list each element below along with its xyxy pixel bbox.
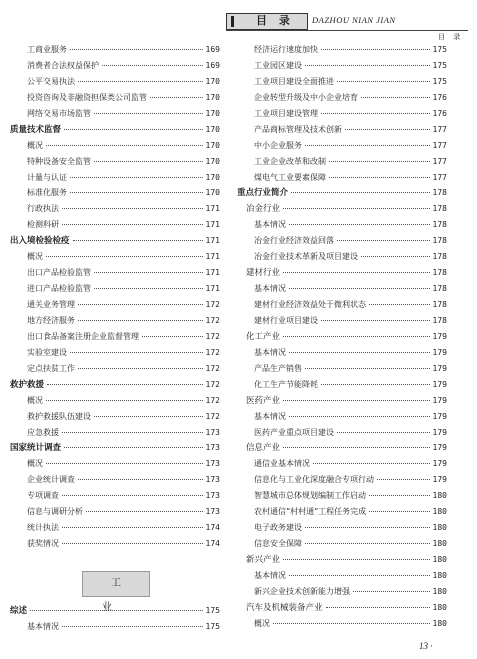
toc-entry-title: 工业企业改革和改制 bbox=[254, 156, 326, 166]
toc-leader-dots bbox=[62, 495, 203, 496]
toc-entry-title: 专项调查 bbox=[27, 491, 59, 501]
toc-entry-page: 178 bbox=[432, 300, 447, 309]
toc-entry-page: 170 bbox=[205, 124, 220, 134]
toc-entry-page: 180 bbox=[432, 539, 447, 549]
toc-leader-dots bbox=[283, 559, 430, 560]
toc-subsection-heading[interactable] bbox=[237, 440, 447, 456]
toc-entry-title: 救护救援 bbox=[10, 379, 45, 390]
toc-entry-page: 171 bbox=[205, 268, 220, 278]
toc-entry[interactable] bbox=[10, 313, 220, 329]
toc-entry[interactable] bbox=[10, 425, 220, 441]
section-banner: 工业 bbox=[82, 571, 150, 597]
toc-entry-title: 重点行业简介 bbox=[237, 188, 289, 199]
toc-entry[interactable] bbox=[10, 456, 220, 472]
toc-leader-dots bbox=[305, 368, 430, 369]
toc-leader-dots bbox=[62, 527, 203, 528]
toc-leader-dots bbox=[283, 272, 430, 273]
toc-entry[interactable] bbox=[237, 122, 447, 138]
toc-leader-dots bbox=[46, 145, 203, 146]
toc-entry-page: 173 bbox=[205, 491, 220, 501]
toc-entry-page: 180 bbox=[432, 491, 447, 501]
toc-entry-title: 建材行业项目建设 bbox=[254, 315, 318, 325]
toc-leader-dots bbox=[337, 240, 430, 241]
toc-entry-page: 179 bbox=[432, 475, 447, 485]
toc-leader-dots bbox=[337, 432, 430, 433]
toc-leader-dots bbox=[305, 527, 430, 528]
toc-entry[interactable] bbox=[237, 488, 447, 504]
toc-entry[interactable] bbox=[237, 154, 447, 170]
toc-entry-page: 174 bbox=[205, 539, 220, 549]
toc-entry-page: 170 bbox=[205, 108, 220, 118]
toc-entry-page: 175 bbox=[205, 605, 220, 615]
toc-entry-page: 179 bbox=[432, 379, 447, 389]
toc-entry-page: 178 bbox=[432, 236, 447, 246]
toc-entry[interactable] bbox=[10, 361, 220, 377]
toc-entry[interactable] bbox=[10, 201, 220, 217]
toc-entry[interactable] bbox=[237, 472, 447, 488]
toc-entry-title: 概况 bbox=[27, 459, 43, 469]
toc-entry[interactable] bbox=[10, 217, 220, 233]
toc-leader-dots bbox=[283, 336, 430, 337]
toc-entry[interactable] bbox=[237, 568, 447, 584]
toc-entry-page: 170 bbox=[205, 172, 220, 182]
toc-entry-title: 行政执法 bbox=[27, 204, 59, 214]
toc-entry-title: 消费者合法权益保护 bbox=[27, 60, 99, 70]
toc-entry-title: 定点扶贫工作 bbox=[27, 363, 75, 373]
toc-entry-title: 公平交易执法 bbox=[27, 76, 75, 86]
toc-section-heading[interactable] bbox=[10, 440, 220, 456]
toc-entry-title: 综述 bbox=[10, 605, 28, 616]
toc-leader-dots bbox=[62, 224, 203, 225]
toc-entry-title: 信息安全保障 bbox=[254, 539, 302, 549]
toc-leader-dots bbox=[73, 240, 203, 241]
toc-entry-page: 175 bbox=[432, 45, 447, 54]
toc-entry[interactable] bbox=[10, 154, 220, 170]
toc-leader-dots bbox=[329, 161, 430, 162]
toc-subsection-heading[interactable] bbox=[237, 329, 447, 345]
toc-leader-dots bbox=[46, 256, 203, 257]
toc-entry[interactable] bbox=[237, 138, 447, 154]
toc-entry-title: 煤电气工业要素保障 bbox=[254, 172, 326, 182]
toc-entry-page: 178 bbox=[432, 268, 447, 278]
toc-entry[interactable] bbox=[237, 520, 447, 536]
toc-entry-page: 179 bbox=[432, 395, 447, 405]
toc-entry[interactable] bbox=[237, 409, 447, 425]
toc-leader-dots bbox=[289, 416, 430, 417]
toc-entry-page: 176 bbox=[432, 92, 447, 102]
toc-leader-dots bbox=[345, 129, 430, 130]
toc-entry-page: 170 bbox=[205, 188, 220, 198]
toc-entry[interactable] bbox=[237, 249, 447, 265]
toc-leader-dots bbox=[283, 447, 430, 448]
toc-entry-title: 建材行业 bbox=[246, 268, 281, 279]
toc-entry-page: 171 bbox=[205, 252, 220, 262]
toc-entry-title: 基本情况 bbox=[254, 220, 286, 230]
toc-entry-page: 175 bbox=[432, 76, 447, 86]
toc-entry-title: 农村通信“村村通”工程任务完成 bbox=[254, 507, 367, 517]
toc-leader-dots bbox=[46, 463, 203, 464]
toc-entry-page: 179 bbox=[432, 411, 447, 421]
toc-entry-page: 177 bbox=[432, 156, 447, 166]
toc-entry[interactable] bbox=[237, 425, 447, 441]
toc-leader-dots bbox=[283, 400, 430, 401]
toc-entry-title: 进口产品检验监管 bbox=[27, 284, 91, 294]
toc-entry-page: 173 bbox=[205, 443, 220, 453]
toc-entry-page: 177 bbox=[432, 172, 447, 182]
toc-entry-title: 概况 bbox=[27, 252, 43, 262]
toc-leader-dots bbox=[305, 543, 430, 544]
toc-entry[interactable] bbox=[237, 297, 447, 313]
toc-entry[interactable] bbox=[10, 106, 220, 122]
toc-section-heading[interactable] bbox=[237, 185, 447, 201]
toc-entry-title: 建材行业经济效益处于微利状态 bbox=[254, 300, 366, 309]
toc-entry-page: 170 bbox=[205, 76, 220, 86]
toc-entry-page: 179 bbox=[432, 443, 447, 453]
toc-section-heading[interactable] bbox=[10, 122, 220, 138]
toc-leader-dots bbox=[70, 352, 203, 353]
toc-entry[interactable] bbox=[10, 281, 220, 297]
toc-entry-page: 176 bbox=[432, 108, 447, 118]
toc-leader-dots bbox=[289, 575, 430, 576]
toc-entry-title: 出入境检验检疫 bbox=[10, 236, 70, 247]
toc-leader-dots bbox=[94, 416, 203, 417]
toc-entry-title: 统计执法 bbox=[27, 523, 59, 533]
toc-subsection-heading[interactable] bbox=[237, 201, 447, 217]
toc-entry-title: 出口产品检验监管 bbox=[27, 268, 91, 278]
toc-entry-title: 特种设备安全监管 bbox=[27, 156, 91, 166]
toc-entry-title: 经济运行速度加快 bbox=[254, 45, 318, 54]
toc-leader-dots bbox=[369, 495, 430, 496]
toc-section-heading[interactable] bbox=[10, 233, 220, 249]
toc-leader-dots bbox=[321, 320, 430, 321]
toc-leader-dots bbox=[329, 177, 430, 178]
toc-entry[interactable] bbox=[237, 616, 447, 632]
toc-entry-title: 企业转型升级及中小企业培育 bbox=[254, 92, 358, 102]
toc-entry-page: 177 bbox=[432, 140, 447, 150]
toc-subsection-heading[interactable] bbox=[237, 552, 447, 568]
toc-entry-page: 171 bbox=[205, 204, 220, 214]
toc-entry-page: 180 bbox=[432, 507, 447, 517]
toc-entry-page: 179 bbox=[432, 331, 447, 341]
toc-entry[interactable] bbox=[237, 170, 447, 186]
toc-leader-dots bbox=[102, 65, 203, 66]
toc-entry-title: 基本情况 bbox=[254, 347, 286, 357]
toc-entry[interactable] bbox=[237, 90, 447, 106]
toc-entry[interactable] bbox=[237, 233, 447, 249]
toc-leader-dots bbox=[64, 129, 203, 130]
toc-leader-dots bbox=[353, 591, 430, 592]
toc-leader-dots bbox=[70, 177, 203, 178]
toc-entry[interactable] bbox=[237, 42, 447, 58]
toc-entry-title: 检测科研 bbox=[27, 220, 59, 230]
toc-entry[interactable] bbox=[10, 520, 220, 536]
toc-entry[interactable] bbox=[10, 297, 220, 313]
header-sub-label: 目 录 bbox=[438, 33, 464, 41]
toc-entry[interactable] bbox=[10, 345, 220, 361]
toc-entry[interactable] bbox=[237, 217, 447, 233]
toc-leader-dots bbox=[321, 49, 430, 50]
toc-entry-page: 172 bbox=[205, 331, 220, 341]
toc-entry-title: 信息产业 bbox=[246, 443, 281, 454]
toc-leader-dots bbox=[70, 192, 203, 193]
toc-leader-dots bbox=[305, 65, 430, 66]
toc-entry-title: 信息化与工业化深度融合专项行动 bbox=[254, 475, 374, 485]
toc-entry-title: 应急救援 bbox=[27, 427, 59, 437]
toc-subsection-heading[interactable] bbox=[237, 393, 447, 409]
header-mark bbox=[231, 16, 234, 27]
toc-leader-dots bbox=[361, 256, 430, 257]
toc-entry-page: 175 bbox=[432, 60, 447, 70]
toc-entry-page: 170 bbox=[205, 156, 220, 166]
toc-leader-dots bbox=[150, 97, 203, 98]
toc-leader-dots bbox=[321, 113, 430, 114]
toc-entry-title: 通信业基本情况 bbox=[254, 459, 310, 469]
toc-right-column bbox=[237, 42, 447, 632]
toc-leader-dots bbox=[94, 161, 203, 162]
toc-entry-page: 174 bbox=[205, 523, 220, 533]
toc-entry-title: 医药产业重点项目建设 bbox=[254, 427, 334, 437]
toc-entry[interactable] bbox=[10, 185, 220, 201]
toc-entry-title: 工业园区建设 bbox=[254, 60, 302, 70]
toc-leader-dots bbox=[337, 81, 430, 82]
toc-entry-page: 172 bbox=[205, 379, 220, 389]
toc-entry-page: 173 bbox=[205, 475, 220, 485]
toc-entry-title: 产品商标管理及技术创新 bbox=[254, 124, 342, 134]
toc-entry-page: 177 bbox=[432, 124, 447, 134]
toc-entry-page: 171 bbox=[205, 236, 220, 246]
toc-entry-title: 计量与认证 bbox=[27, 172, 67, 182]
header-title: 目 录 bbox=[256, 14, 294, 27]
toc-entry-title: 通关业务管理 bbox=[27, 300, 75, 309]
toc-entry-page: 171 bbox=[205, 284, 220, 294]
toc-entry-title: 基本情况 bbox=[254, 411, 286, 421]
toc-entry-page: 180 bbox=[432, 523, 447, 533]
toc-entry-title: 概况 bbox=[27, 395, 43, 405]
toc-entry-page: 172 bbox=[205, 411, 220, 421]
toc-leader-dots bbox=[46, 400, 203, 401]
toc-subsection-heading[interactable] bbox=[237, 265, 447, 281]
toc-entry[interactable] bbox=[237, 456, 447, 472]
toc-entry-page: 180 bbox=[432, 570, 447, 580]
toc-subsection-heading[interactable] bbox=[237, 600, 447, 616]
toc-entry[interactable] bbox=[237, 361, 447, 377]
toc-entry[interactable] bbox=[10, 265, 220, 281]
toc-entry-title: 信息与调研分析 bbox=[27, 507, 83, 517]
toc-entry-page: 173 bbox=[205, 459, 220, 469]
toc-leader-dots bbox=[361, 97, 430, 98]
toc-entry-page: 172 bbox=[205, 395, 220, 405]
header-rule bbox=[226, 30, 468, 31]
toc-leader-dots bbox=[86, 511, 203, 512]
toc-leader-dots bbox=[142, 336, 203, 337]
toc-entry-title: 国家统计调查 bbox=[10, 443, 62, 454]
toc-entry[interactable] bbox=[237, 58, 447, 74]
toc-entry-page: 170 bbox=[205, 92, 220, 102]
toc-entry[interactable] bbox=[10, 504, 220, 520]
toc-leader-dots bbox=[62, 208, 203, 209]
toc-leader-dots bbox=[289, 288, 430, 289]
toc-leader-dots bbox=[289, 352, 430, 353]
toc-entry-title: 企业统计调查 bbox=[27, 475, 75, 485]
toc-entry-title: 化工产业 bbox=[246, 331, 281, 342]
toc-left-column bbox=[10, 42, 220, 635]
toc-leader-dots bbox=[313, 463, 430, 464]
toc-entry-title: 医药产业 bbox=[246, 395, 281, 406]
toc-leader-dots bbox=[326, 607, 430, 608]
toc-entry-title: 投资咨询及非融资担保类公司监管 bbox=[27, 92, 147, 102]
toc-entry-title: 基本情况 bbox=[254, 570, 286, 580]
toc-leader-dots bbox=[78, 368, 203, 369]
toc-entry-page: 180 bbox=[432, 602, 447, 612]
toc-entry-page: 178 bbox=[432, 188, 447, 198]
toc-entry-title: 化工生产节能降耗 bbox=[254, 379, 318, 389]
toc-entry[interactable] bbox=[10, 74, 220, 90]
toc-entry[interactable] bbox=[237, 504, 447, 520]
toc-entry-title: 工商业服务 bbox=[27, 45, 67, 54]
toc-entry-title: 标准化服务 bbox=[27, 188, 67, 198]
toc-entry-page: 180 bbox=[432, 555, 447, 564]
toc-entry-title: 冶金行业经济效益回落 bbox=[254, 236, 334, 246]
toc-leader-dots bbox=[369, 304, 430, 305]
toc-entry[interactable] bbox=[10, 42, 220, 58]
toc-section-heading[interactable] bbox=[10, 377, 220, 393]
toc-entry-title: 实验室建设 bbox=[27, 347, 67, 357]
toc-entry[interactable] bbox=[237, 74, 447, 90]
toc-entry-title: 概况 bbox=[254, 618, 270, 628]
toc-entry-title: 工业项目建设管理 bbox=[254, 108, 318, 118]
toc-entry[interactable] bbox=[237, 377, 447, 393]
toc-entry-title: 新兴企业技术创新能力增强 bbox=[254, 586, 350, 596]
toc-entry[interactable] bbox=[10, 536, 220, 552]
toc-leader-dots bbox=[78, 320, 203, 321]
toc-entry-page: 180 bbox=[432, 586, 447, 596]
toc-leader-dots bbox=[377, 479, 430, 480]
toc-entry[interactable] bbox=[10, 58, 220, 74]
toc-entry-title: 救护救援队伍建设 bbox=[27, 411, 91, 421]
toc-leader-dots bbox=[305, 145, 430, 146]
toc-entry-page: 178 bbox=[432, 204, 447, 214]
toc-entry-page: 179 bbox=[432, 347, 447, 357]
toc-entry-page: 169 bbox=[205, 45, 220, 54]
toc-entry-page: 180 bbox=[432, 618, 447, 628]
toc-entry-page: 172 bbox=[205, 347, 220, 357]
toc-entry[interactable] bbox=[237, 345, 447, 361]
toc-entry-page: 173 bbox=[205, 427, 220, 437]
toc-entry[interactable] bbox=[237, 313, 447, 329]
toc-entry-page: 170 bbox=[205, 140, 220, 150]
toc-entry-page: 178 bbox=[432, 315, 447, 325]
toc-leader-dots bbox=[62, 626, 203, 627]
toc-leader-dots bbox=[64, 447, 203, 448]
toc-entry-page: 179 bbox=[432, 427, 447, 437]
toc-entry[interactable] bbox=[10, 170, 220, 186]
toc-leader-dots bbox=[30, 610, 203, 611]
toc-entry[interactable] bbox=[10, 619, 220, 635]
toc-leader-dots bbox=[78, 81, 203, 82]
toc-entry-title: 概况 bbox=[27, 140, 43, 150]
toc-entry-title: 工业项目建设全面推进 bbox=[254, 76, 334, 86]
toc-entry-page: 171 bbox=[205, 220, 220, 230]
toc-entry-title: 质量技术监督 bbox=[10, 124, 62, 135]
toc-entry-page: 179 bbox=[432, 459, 447, 469]
toc-leader-dots bbox=[291, 192, 430, 193]
page-number: 13 · bbox=[419, 641, 433, 651]
toc-entry[interactable] bbox=[10, 249, 220, 265]
toc-entry[interactable] bbox=[10, 409, 220, 425]
toc-entry[interactable] bbox=[10, 138, 220, 154]
toc-entry-page: 172 bbox=[205, 363, 220, 373]
toc-entry-title: 冶金行业 bbox=[246, 204, 281, 215]
toc-entry-page: 178 bbox=[432, 284, 447, 294]
toc-entry-title: 汽车及机械装备产业 bbox=[246, 602, 323, 613]
toc-leader-dots bbox=[283, 208, 430, 209]
toc-entry-title: 新兴产业 bbox=[246, 555, 281, 565]
toc-leader-dots bbox=[94, 288, 203, 289]
toc-entry[interactable] bbox=[10, 329, 220, 345]
toc-leader-dots bbox=[62, 432, 203, 433]
toc-entry-title: 基本情况 bbox=[27, 621, 59, 631]
toc-leader-dots bbox=[78, 304, 203, 305]
toc-leader-dots bbox=[70, 49, 203, 50]
header-subtitle-en: DAZHOU NIAN JIAN bbox=[312, 15, 396, 25]
toc-entry-page: 178 bbox=[432, 252, 447, 262]
toc-entry-title: 智慧城市总体规划编制工作启动 bbox=[254, 491, 366, 501]
toc-entry[interactable] bbox=[10, 472, 220, 488]
toc-entry-title: 地方经济服务 bbox=[27, 315, 75, 325]
toc-leader-dots bbox=[47, 384, 203, 385]
toc-leader-dots bbox=[94, 113, 203, 114]
toc-entry-title: 电子政务建设 bbox=[254, 523, 302, 533]
toc-entry[interactable] bbox=[10, 488, 220, 504]
toc-entry-title: 产品生产销售 bbox=[254, 363, 302, 373]
toc-entry[interactable] bbox=[237, 584, 447, 600]
toc-entry-title: 中小企业服务 bbox=[254, 140, 302, 150]
toc-entry-title: 获奖情况 bbox=[27, 539, 59, 549]
toc-entry[interactable] bbox=[237, 536, 447, 552]
toc-leader-dots bbox=[321, 384, 430, 385]
toc-entry-title: 网络交易市场监管 bbox=[27, 108, 91, 118]
toc-entry-page: 172 bbox=[205, 300, 220, 309]
toc-entry[interactable] bbox=[10, 90, 220, 106]
toc-entry-page: 169 bbox=[205, 60, 220, 70]
toc-entry-title: 基本情况 bbox=[254, 284, 286, 294]
toc-leader-dots bbox=[289, 224, 430, 225]
toc-entry[interactable] bbox=[237, 106, 447, 122]
toc-leader-dots bbox=[62, 543, 203, 544]
toc-entry-page: 175 bbox=[205, 621, 220, 631]
toc-leader-dots bbox=[78, 479, 203, 480]
toc-leader-dots bbox=[369, 511, 429, 512]
toc-entry[interactable] bbox=[237, 281, 447, 297]
toc-entry-page: 178 bbox=[432, 220, 447, 230]
toc-leader-dots bbox=[94, 272, 203, 273]
toc-entry-title: 冶金行业技术革新及项目建设 bbox=[254, 252, 358, 262]
toc-entry-page: 173 bbox=[205, 507, 220, 517]
toc-entry-title: 出口食品备案注册企业监督管理 bbox=[27, 331, 139, 341]
toc-entry[interactable] bbox=[10, 393, 220, 409]
toc-entry-page: 179 bbox=[432, 363, 447, 373]
toc-leader-dots bbox=[273, 623, 430, 624]
toc-entry-page: 172 bbox=[205, 315, 220, 325]
